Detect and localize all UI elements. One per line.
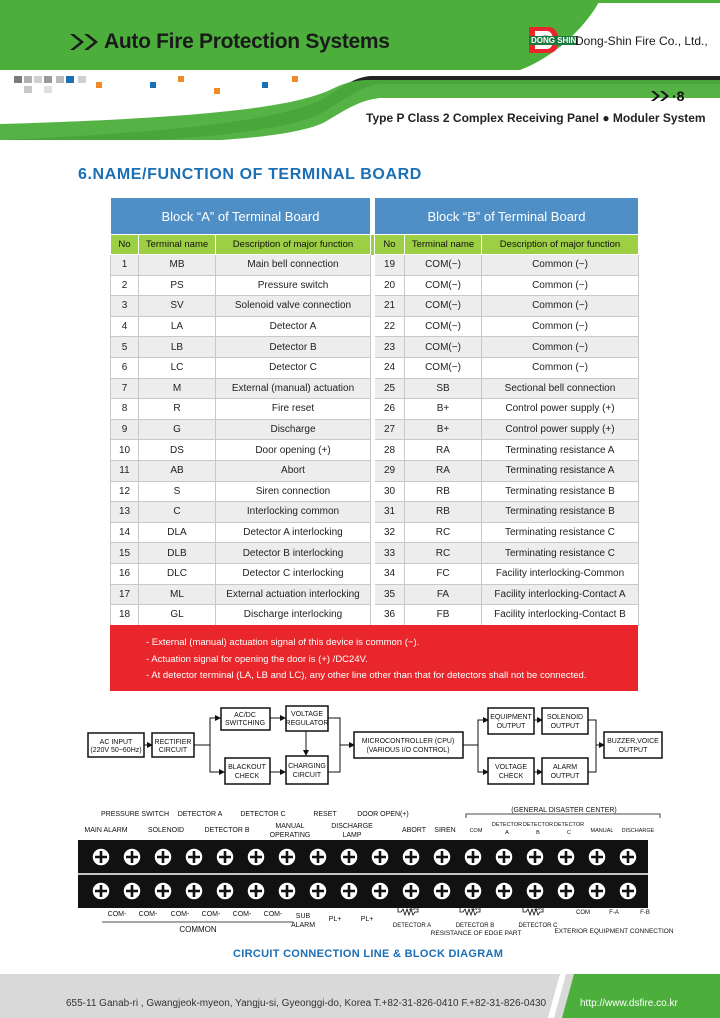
row-description: Detector C [216,357,371,378]
buzzer-label: BUZZER,VOICE [607,738,659,745]
row-no: 14 [111,522,139,543]
label-door-open: DOOR OPEN(+) [357,811,409,818]
mcu-sub: (VARIOUS I/O CONTROL) [366,747,450,754]
blackout-label: BLACKOUT [228,764,266,771]
row-terminal-name: ML [139,584,216,605]
row-description: Terminating resistance A [482,460,639,481]
acdc-label-2: SWITCHING [224,720,266,727]
row-terminal-name: FB [405,605,482,626]
row-no: 35 [375,584,405,605]
equipment-label-2: OUTPUT [496,723,526,730]
row-description: Pressure switch [216,275,371,296]
label-gdc-manual: MANUAL [590,828,614,834]
label-solenoid: SOLENOID [147,827,185,834]
row-no: 2 [111,275,139,296]
page-chevron-icon [650,90,672,102]
row-terminal-name: B+ [405,399,482,420]
row-description: Common (−) [482,316,639,337]
row-terminal-name: COM(−) [405,275,482,296]
row-terminal-name: DS [139,440,216,461]
alarm-label-2: OUTPUT [550,773,580,780]
row-terminal-name: FA [405,584,482,605]
label-ext-com: COM [576,910,590,916]
label-detector-b: DETECTOR B [204,827,250,834]
label-com: COM- [170,911,190,918]
row-no: 5 [111,337,139,358]
label-exterior: EXTERIOR EQUIPMENT CONNECTION [554,928,674,935]
solenoid-label-2: OUTPUT [550,723,580,730]
label-alarm: ALARM [290,922,316,929]
voltage-check-label: VOLTAGE [494,764,528,771]
label-common: COMMON [179,925,217,934]
row-description: Terminating resistance B [482,481,639,502]
row-description: Common (−) [482,337,639,358]
row-description: Detector A interlocking [216,522,371,543]
row-terminal-name: COM(−) [405,316,482,337]
label-det-a: DETECTOR A [392,923,432,929]
row-terminal-name: COM(−) [405,357,482,378]
col-description: Description of major function [482,235,639,255]
table-row [111,399,639,420]
row-no: 8 [111,399,139,420]
row-description: Detector B interlocking [216,543,371,564]
label-gdc-discharge: DISCHARGE [621,828,655,834]
note-line: - At detector terminal (LA, LB and LC), any other line other than that for detectors shall not be connected. [146,670,587,681]
row-terminal-name: GL [139,605,216,626]
row-no: 27 [375,419,405,440]
row-terminal-name: S [139,481,216,502]
table-row [111,481,639,502]
row-no: 16 [111,563,139,584]
label-gdc-detector: DETECTOR [491,822,523,828]
label-general-center: (GENERAL DISASTER CENTER) [511,807,617,814]
table-row [111,522,639,543]
color-dots-stripe [14,76,298,94]
row-no: 11 [111,460,139,481]
blackout-label-2: CHECK [234,773,260,780]
label-com: COM- [263,911,283,918]
row-no: 26 [375,399,405,420]
row-description: Detector A [216,316,371,337]
row-terminal-name: FC [405,563,482,584]
page-number: ·8 [672,88,685,104]
row-no: 17 [111,584,139,605]
row-no: 36 [375,605,405,626]
row-description: Solenoid valve connection [216,296,371,317]
row-no: 25 [375,378,405,399]
table-row [111,419,639,440]
row-no: 18 [111,605,139,626]
label-edge-resistance: RESISTANCE OF EDGE PART [430,930,522,937]
label-gdc-detector: DETECTOR [522,822,554,828]
row-no: 29 [375,460,405,481]
label-10k: 10K [533,906,543,912]
double-chevron-icon [68,32,102,52]
row-no: 32 [375,522,405,543]
row-terminal-name: G [139,419,216,440]
label-sub: SUB [295,913,311,920]
row-description: Facility interlocking-Contact B [482,605,639,626]
label-gdc-detector: DETECTOR [553,822,585,828]
block-b-header: Block “B” of Terminal Board [375,198,639,235]
page-header [0,0,720,145]
row-description: Discharge [216,419,371,440]
terminal-strip-diagram [0,800,720,945]
table-row [111,357,639,378]
footer-bar [0,968,720,1018]
label-pl1: PL+ [328,916,342,923]
logo-text: DONG SHIN [531,36,577,45]
row-terminal-name: PS [139,275,216,296]
terminal-board-table [110,197,639,626]
col-terminal-name: Terminal name [405,235,482,255]
row-no: 3 [111,296,139,317]
row-description: Abort [216,460,371,481]
label-det-b: DETECTOR B [455,923,495,929]
row-terminal-name: AB [139,460,216,481]
col-no: No [375,235,405,255]
row-no: 19 [375,255,405,276]
column-header-row [111,235,639,255]
diagram-caption: CIRCUIT CONNECTION LINE & BLOCK DIAGRAM [233,948,504,960]
row-description: Terminating resistance C [482,522,639,543]
row-no: 21 [375,296,405,317]
row-description: Main bell connection [216,255,371,276]
label-manual: MANUAL [275,823,305,830]
row-description: Detector B [216,337,371,358]
acdc-label: AC/DC [234,712,256,719]
row-no: 23 [375,337,405,358]
row-description: Door opening (+) [216,440,371,461]
label-gdc-com: COM [469,828,483,834]
row-description: Control power supply (+) [482,399,639,420]
label-10k: 10K [408,906,418,912]
row-no: 15 [111,543,139,564]
row-terminal-name: SV [139,296,216,317]
row-no: 28 [375,440,405,461]
row-no: 10 [111,440,139,461]
notes-box [110,625,638,691]
row-description: Terminating resistance A [482,440,639,461]
table-row [111,275,639,296]
table-row [111,440,639,461]
col-no: No [111,235,139,255]
row-terminal-name: B+ [405,419,482,440]
regulator-label: VOLTAGE [290,711,324,718]
row-terminal-name: DLB [139,543,216,564]
col-terminal-name: Terminal name [139,235,216,255]
charging-label-2: CIRCUIT [292,772,322,779]
row-description: Discharge interlocking [216,605,371,626]
label-ext-fb: F-B [640,910,650,916]
row-no: 30 [375,481,405,502]
row-no: 20 [375,275,405,296]
block-diagram [0,700,720,800]
row-terminal-name: RB [405,481,482,502]
ac-input-sub: (220V 50~60Hz) [90,747,142,754]
row-description: External actuation interlocking [216,584,371,605]
row-terminal-name: COM(−) [405,296,482,317]
row-description: Common (−) [482,296,639,317]
row-terminal-name: SB [405,378,482,399]
table-row [111,316,639,337]
row-description: Fire reset [216,399,371,420]
label-main-alarm: MAIN ALARM [84,827,128,834]
label-pl2: PL+ [360,916,374,923]
company-name: Dong-Shin Fire Co., Ltd., [575,34,708,48]
page-subtitle: Type P Class 2 Complex Receiving Panel ● Moduler System [366,111,706,125]
row-terminal-name: RC [405,543,482,564]
label-discharge: DISCHARGE [331,823,373,830]
row-terminal-name: R [139,399,216,420]
label-lamp: LAMP [342,832,362,839]
label-com: COM- [232,911,252,918]
label-abort: ABORT [402,827,426,834]
label-gdc-a: A [505,830,509,836]
row-description: Common (−) [482,255,639,276]
row-description: Interlocking common [216,502,371,523]
buzzer-label-2: OUTPUT [618,747,648,754]
rectifier-label: RECTIFIER [154,739,192,746]
row-terminal-name: LA [139,316,216,337]
block-a-header: Block “A” of Terminal Board [111,198,371,235]
note-line: - Actuation signal for opening the door is (+) /DC24V. [146,653,368,665]
section-title: 6.NAME/FUNCTION OF TERMINAL BOARD [78,166,422,183]
label-10k: 10K [470,906,480,912]
row-terminal-name: COM(−) [405,337,482,358]
row-description: Siren connection [216,481,371,502]
label-com: COM- [107,911,127,918]
label-reset: RESET [313,811,337,818]
label-det-c: DETECTOR C [518,923,558,929]
row-terminal-name: RA [405,460,482,481]
row-no: 7 [111,378,139,399]
row-description: Facility interlocking-Contact A [482,584,639,605]
table-row [111,378,639,399]
row-no: 13 [111,502,139,523]
solenoid-label: SOLENOID [546,714,584,721]
table-row [111,337,639,358]
label-com: COM- [201,911,221,918]
footer-address: 655-11 Ganab-ri , Gwangjeok-myeon, Yangju-si, Gyeonggi-do, Korea T.+82-31-826-0410 F.+82-31-826-0430 [66,998,547,1009]
row-description: Terminating resistance B [482,502,639,523]
label-com: COM- [138,911,158,918]
table-row [111,460,639,481]
row-terminal-name: C [139,502,216,523]
note-line: - External (manual) actuation signal of this device is common (−). [146,637,420,648]
regulator-label-2: REGULATOR [285,720,329,727]
table-row [111,502,639,523]
label-detector-c: DETECTOR C [240,811,286,818]
brand-title: Auto Fire Protection Systems [104,30,390,53]
charging-label: CHARGING [288,763,326,770]
row-terminal-name: RB [405,502,482,523]
label-operating: OPERATING [269,832,311,839]
row-no: 33 [375,543,405,564]
row-description: Terminating resistance C [482,543,639,564]
rectifier-label-2: CIRCUIT [158,747,188,754]
row-no: 24 [375,357,405,378]
row-description: External (manual) actuation [216,378,371,399]
label-gdc-c: C [567,830,571,836]
row-terminal-name: M [139,378,216,399]
label-siren: SIREN [434,827,456,834]
col-description: Description of major function [216,235,371,255]
table-row [111,563,639,584]
table-row [111,543,639,564]
ac-input-label: AC INPUT [99,739,133,746]
row-no: 31 [375,502,405,523]
label-gdc-b: B [536,830,540,836]
row-description: Common (−) [482,275,639,296]
table-row [111,605,639,626]
row-description: Common (−) [482,357,639,378]
row-no: 1 [111,255,139,276]
row-no: 4 [111,316,139,337]
page-footer [0,968,720,1018]
table-row [111,255,639,276]
row-no: 12 [111,481,139,502]
table-row [111,584,639,605]
row-description: Control power supply (+) [482,419,639,440]
row-terminal-name: DLA [139,522,216,543]
row-no: 6 [111,357,139,378]
row-no: 34 [375,563,405,584]
footer-url[interactable]: http://www.dsfire.co.kr [580,998,678,1009]
label-ext-fa: F-A [609,910,619,916]
label-detector-a: DETECTOR A [177,811,223,818]
row-no: 9 [111,419,139,440]
alarm-label: ALARM [552,764,578,771]
row-description: Facility interlocking-Common [482,563,639,584]
row-terminal-name: MB [139,255,216,276]
table-row [111,296,639,317]
row-terminal-name: LC [139,357,216,378]
row-terminal-name: LB [139,337,216,358]
mcu-label: MICROCONTROLLER (CPU) [361,738,455,745]
row-no: 22 [375,316,405,337]
row-terminal-name: RA [405,440,482,461]
row-description: Detector C interlocking [216,563,371,584]
row-terminal-name: COM(−) [405,255,482,276]
row-description: Sectional bell connection [482,378,639,399]
label-pressure-switch: PRESSURE SWITCH [100,811,170,818]
row-terminal-name: DLC [139,563,216,584]
voltage-check-label-2: CHECK [498,773,524,780]
row-terminal-name: RC [405,522,482,543]
equipment-label: EQUIPMENT [490,714,532,721]
